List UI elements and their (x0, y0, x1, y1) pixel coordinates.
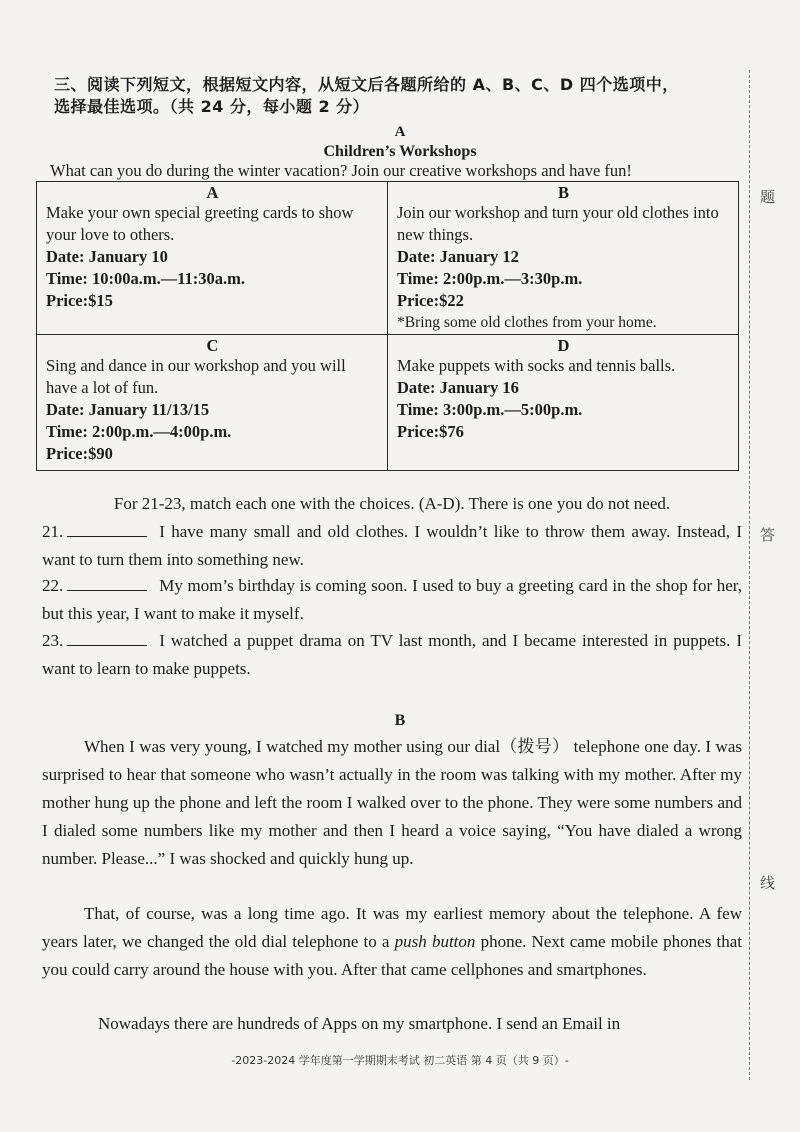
question-23 (42, 627, 742, 683)
workshop-time: Time: 2:00p.m.—3:30p.m. (397, 269, 583, 288)
question-number: 21. (42, 522, 64, 541)
margin-char-1: 题 (760, 190, 776, 206)
workshop-cell-c (37, 335, 388, 471)
question-text: I have many small and old clothes. I wouldn’t like to throw them away. Instead, I want to turn them into something new. (42, 522, 742, 569)
emphasis-text: push button (394, 932, 476, 951)
question-22 (42, 572, 742, 628)
binding-margin-line (749, 70, 750, 1080)
workshop-cell-d (388, 335, 739, 471)
workshop-cell-a (37, 182, 388, 335)
workshop-date: Date: January 11/13/15 (46, 400, 210, 419)
passage-b-paragraph-2 (42, 900, 742, 984)
match-instruction: For 21-23, match each one with the choices. (A-D). There is one you do not need. (113, 494, 671, 513)
passage-b-paragraph-1: When I was very young, I watched my mother using our dial（拨号） telephone one day. I was surprised to hear that someone who wasn’t actually in the room was talking with my mother. After my mother hung up the phone and left the room I walked over to the phone. They were some numbers and I dialed some numbers like my mother and then I heard a voice saying, “You have dialed a wrong number. Please...” I was shocked and quickly hung up. (42, 737, 742, 868)
workshop-letter: A (206, 183, 219, 202)
workshop-time: Time: 3:00p.m.—5:00p.m. (397, 400, 583, 419)
workshop-desc: Make your own special greeting cards to show your love to others. (46, 203, 354, 244)
workshop-date: Date: January 10 (46, 247, 168, 266)
question-number: 23. (42, 631, 64, 650)
workshop-price: Price:$90 (46, 444, 113, 463)
workshop-price: Price:$22 (397, 291, 464, 310)
workshop-letter: C (206, 336, 219, 355)
passage-b-label: B (394, 712, 406, 729)
margin-char-3: 线 (760, 876, 776, 892)
section-heading: 三、阅读下列短文，根据短文内容，从短文后各题所给的 A、B、C、D 四个选项中，选择最佳选项。（共 24 分，每小题 2 分） (54, 75, 679, 116)
passage-b-paragraph-3: Nowadays there are hundreds of Apps on my smartphone. I send an Email in (98, 1014, 621, 1033)
workshop-note: *Bring some old clothes from your home. (397, 314, 657, 331)
workshop-letter: B (557, 183, 569, 202)
workshop-desc: Join our workshop and turn your old clothes into new things. (397, 203, 719, 244)
workshop-date: Date: January 16 (397, 378, 519, 397)
workshop-cell-b (388, 182, 739, 335)
workshops-intro: What can you do during the winter vacation? Join our creative workshops and have fun! (50, 161, 632, 180)
workshop-time: Time: 2:00p.m.—4:00p.m. (46, 422, 232, 441)
margin-char-2: 答 (760, 528, 776, 544)
answer-blank-21[interactable] (67, 522, 147, 537)
question-21 (42, 518, 742, 574)
answer-blank-22[interactable] (67, 576, 147, 591)
paragraph-text: phone. Next came mobile phones that you could carry around the house with you. After that came cellphones and smartphones. (42, 932, 742, 979)
page-footer: -2023-2024 学年度第一学期期末考试 初二英语 第 4 页（共 9 页）- (231, 1054, 569, 1067)
question-text: I watched a puppet drama on TV last month, and I became interested in puppets. I want to learn to make puppets. (42, 631, 742, 678)
passage-a-label: A (394, 124, 406, 140)
answer-blank-23[interactable] (67, 631, 147, 646)
workshop-time: Time: 10:00a.m.—11:30a.m. (46, 269, 246, 288)
workshops-table (36, 181, 739, 471)
workshop-price: Price:$76 (397, 422, 464, 441)
paragraph-text: That, of course, was a long time ago. It was my earliest memory about the telephone. A few years later, we changed the old dial telephone to a (42, 904, 742, 951)
workshops-title: Children’s Workshops (323, 143, 477, 160)
workshop-desc: Sing and dance in our workshop and you will have a lot of fun. (46, 356, 346, 397)
workshop-letter: D (557, 336, 570, 355)
workshop-price: Price:$15 (46, 291, 113, 310)
question-text: My mom’s birthday is coming soon. I used to buy a greeting card in the shop for her, but this year, I want to make it myself. (42, 576, 742, 623)
workshop-desc: Make puppets with socks and tennis balls. (397, 356, 676, 375)
question-number: 22. (42, 576, 64, 595)
workshop-date: Date: January 12 (397, 247, 519, 266)
